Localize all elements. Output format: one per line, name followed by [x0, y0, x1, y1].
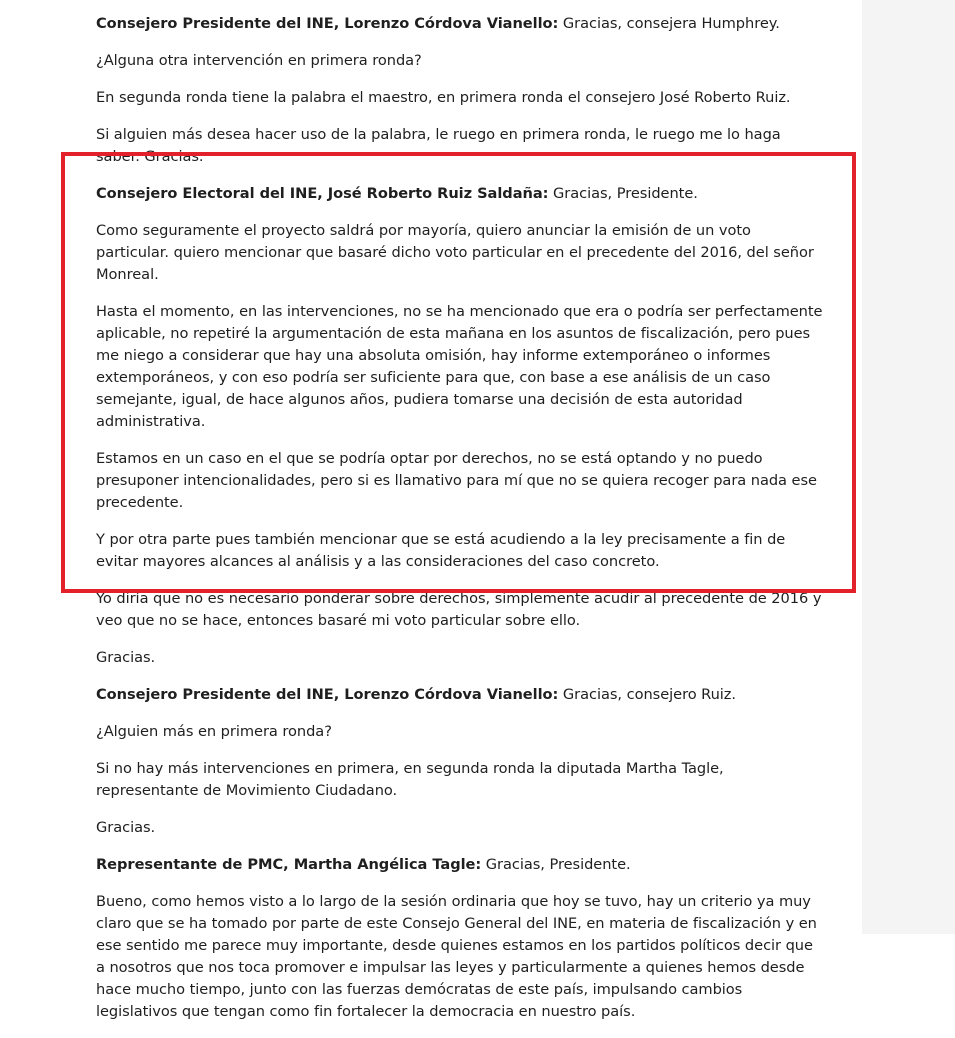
transcript-paragraph [96, 13, 826, 35]
right-sidebar [862, 0, 955, 934]
transcript-paragraph [96, 220, 826, 286]
speaker-name: Consejero Presidente del INE, Lorenzo Córdova Vianello: [96, 686, 559, 703]
paragraph-text: ¿Alguien más en primera ronda? [96, 723, 332, 740]
paragraph-text: Si no hay más intervenciones en primera, en segunda ronda la diputada Martha Tagle, representante de Movimiento Ciudadano. [96, 760, 724, 799]
speaker-name: Representante de PMC, Martha Angélica Tagle: [96, 856, 482, 873]
transcript-paragraph [96, 758, 826, 802]
transcript-paragraph [96, 647, 826, 669]
paragraph-text: En segunda ronda tiene la palabra el maestro, en primera ronda el consejero José Roberto Ruiz. [96, 89, 791, 106]
paragraph-text: Hasta el momento, en las intervenciones, no se ha mencionado que era o podría ser perfectamente aplicable, no repetiré la argumentación de esta mañana en los asuntos de fiscalización, pero pues me niego a considerar que hay una absoluta omisión, hay informe extemporáneo o informes extemporáneos, y con eso podría ser suficiente para que, con base a ese análisis de un caso semejante, igual, de hace algunos años, pudiera tomarse una decisión de esta autoridad administrativa. [96, 303, 823, 430]
transcript-paragraph [96, 50, 826, 72]
paragraph-text: Estamos en un caso en el que se podría optar por derechos, no se está optando y no puedo presuponer intencionalidades, pero si es llamativo para mí que no se quiera recoger para nada ese precedente. [96, 450, 817, 511]
paragraph-text: Gracias, Presidente. [481, 856, 631, 873]
transcript-paragraph [96, 183, 826, 205]
paragraph-text: Gracias. [96, 819, 156, 836]
paragraph-text: Y por otra parte pues también mencionar que se está acudiendo a la ley precisamente a fin de evitar mayores alcances al análisis y a las consideraciones del caso concreto. [96, 531, 786, 570]
paragraph-text: ¿Alguna otra intervención en primera ronda? [96, 52, 422, 69]
transcript [96, 13, 826, 1038]
transcript-paragraph [96, 817, 826, 839]
speaker-name: Consejero Presidente del INE, Lorenzo Córdova Vianello: [96, 15, 559, 32]
paragraph-text: Gracias, consejero Ruiz. [558, 686, 737, 703]
transcript-paragraph [96, 87, 826, 109]
paragraph-text: Yo diría que no es necesario ponderar sobre derechos, simplemente acudir al precedente de 2016 y veo que no se hace, entonces basaré mi voto particular sobre ello. [96, 590, 822, 629]
speaker-name: Consejero Electoral del INE, José Roberto Ruiz Saldaña: [96, 185, 549, 202]
transcript-paragraph [96, 684, 826, 706]
transcript-paragraph [96, 588, 826, 632]
transcript-paragraph [96, 721, 826, 743]
paragraph-text: Bueno, como hemos visto a lo largo de la sesión ordinaria que hoy se tuvo, hay un criterio ya muy claro que se ha tomado por parte de este Consejo General del INE, en materia de fiscalización y en ese sentido me parece muy importante, desde quienes estamos en los partidos políticos decir que a nosotros que nos toca promover e impulsar las leyes y particularmente a quienes hemos desde hace mucho tiempo, junto con las fuerzas demócratas de este país, impulsando cambios legislativos que tengan como fin fortalecer la democracia en nuestro país. [96, 893, 817, 1020]
paragraph-text: Si alguien más desea hacer uso de la palabra, le ruego en primera ronda, le ruego me lo haga saber. Gracias. [96, 126, 781, 165]
paragraph-text: Gracias, Presidente. [548, 185, 698, 202]
transcript-paragraph [96, 124, 826, 168]
paragraph-text: Como seguramente el proyecto saldrá por mayoría, quiero anunciar la emisión de un voto particular. quiero mencionar que basaré dicho voto particular en el precedente del 2016, del señor Monreal. [96, 222, 814, 283]
transcript-paragraph [96, 854, 826, 876]
paragraph-text: Gracias. [96, 649, 156, 666]
paragraph-text: Gracias, consejera Humphrey. [558, 15, 780, 32]
transcript-paragraph [96, 891, 826, 1023]
transcript-paragraph [96, 529, 826, 573]
transcript-paragraph [96, 301, 826, 433]
transcript-paragraph [96, 448, 826, 514]
